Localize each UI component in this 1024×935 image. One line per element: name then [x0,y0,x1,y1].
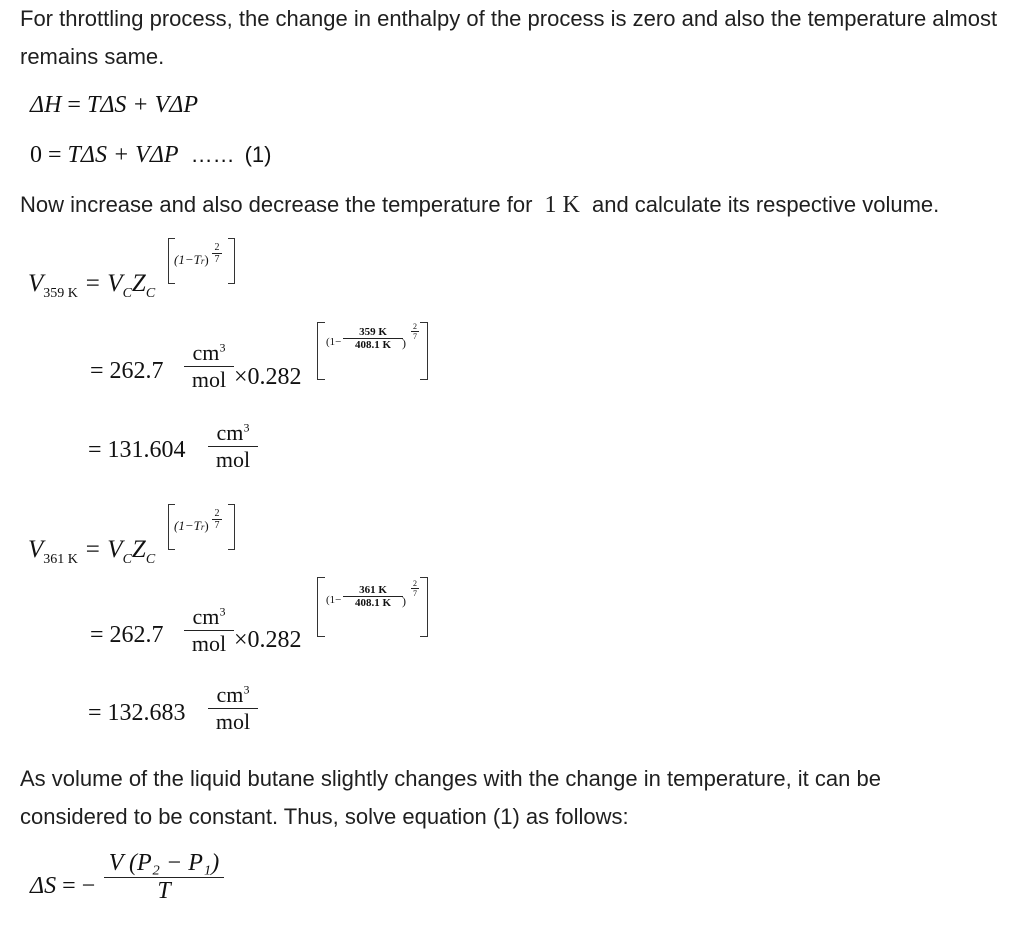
v359-definition [28,270,156,301]
eq3-den: T [157,878,171,904]
v361-definition [28,536,156,567]
v361-exp2-num: 361 K [359,584,387,596]
v361-exp2-close: ) [402,594,406,608]
v361-exponent [174,518,209,534]
temperature-paragraph [20,186,1020,224]
v361-unit-num: $cm^3$ [192,604,226,629]
v359-exp2-lbracket [317,322,325,380]
v361-line1-prefix: = 262.7 [90,622,164,648]
v361-z-sub: C [145,552,156,567]
v361-exp2-pden: 7 [413,589,417,598]
entropy-fraction [104,850,224,905]
v361-exp2-one: (1− [326,594,342,606]
v361-exp-sub: r [200,522,205,532]
v361-exp2-den: 408.1 K [354,597,392,609]
v361-exp-den: 7 [214,520,220,531]
v359-rhs: = V [84,270,123,297]
v359-unit-den: mol [191,367,227,392]
constant-volume-paragraph: As volume of the liquid butane slightly changes with the change in temperature, it can be considered to be constant. Thus, solve equation (1) as follows: [20,766,881,829]
eq1-rhs: TΔS + VΔP [86,92,199,118]
v359-exponent [174,252,209,268]
v361-exp2-frac [343,584,403,609]
v359-line1-prefix: = 262.7 [90,358,164,384]
v359-exp2-num: 359 K [359,326,387,338]
v359-unit [184,340,234,393]
v359-exp2-frac [343,326,403,351]
eq2-rhs: TΔS + VΔP [67,142,179,168]
v361-exp2-lbracket [317,577,325,637]
v359-exp2-power [411,322,419,341]
v361-exp-num: 2 [214,508,220,519]
v359-exp2-one: (1− [326,336,342,348]
eq3-lhs: ΔS [30,873,57,899]
v359-symbol: V [28,270,44,297]
p2-text-b: and calculate its respective volume. [585,192,940,217]
v359-exp2-pnum: 2 [413,322,417,331]
v361-exp: (1−T [174,518,201,533]
v361-unit-den: mol [191,631,227,656]
v361-symbol: V [28,536,44,563]
v361-vc-sub: C [122,552,132,567]
p2-unit: 1 K [544,192,580,218]
v359-exp2-pden: 7 [413,332,417,341]
eq2-tag: (1) [244,142,272,167]
v361-exp-frac [212,508,222,531]
v359-exp2-rbracket [420,322,428,380]
v359-times: ×0.282 [234,364,302,390]
v361-exp2-power [411,579,419,598]
v359-exp-rbracket [228,238,235,284]
v359-z-sub: C [145,286,156,301]
eq3-equals: = − [62,873,96,899]
v361-exp-rbracket [228,504,235,550]
v359-unit-num: $cm^3$ [192,340,226,365]
v361-unit [184,604,234,657]
v361-exp-tail: ) [204,518,209,533]
v359-result: = 131.604 [88,437,186,463]
v359-result-unit: $cm^3$ mol [208,420,258,473]
v359-exp-sub: r [200,256,205,266]
v361-z: Z [131,536,146,563]
v359-exp2-den: 408.1 K [354,339,392,351]
v359-exp-tail: ) [204,252,209,267]
v359-sub: 359 K [43,286,78,301]
v361-exp2-pnum: 2 [413,579,417,588]
v361-sub: 361 K [43,552,78,567]
eq1-equals: = [67,92,81,118]
v359-exp2-close: ) [402,336,406,350]
v361-result-unit: $cm^3$ mol [208,682,258,735]
v359-exp-den: 7 [214,254,220,265]
equation-1 [30,142,271,169]
v361-rhs: = V [84,536,123,563]
eq3-num: V (P₂ − P₁) [108,850,220,876]
equation-enthalpy [30,92,198,119]
v359-z: Z [131,270,146,297]
p2-text-a: Now increase and also decrease the temperature for [20,192,539,217]
eq2-lhs: 0 [30,142,42,168]
eq2-dots: …… [190,142,235,167]
v359-exp: (1−T [174,252,201,267]
v361-result: = 132.683 [88,700,186,726]
v359-vc-sub: C [122,286,132,301]
eq2-equals: = [48,142,62,168]
v361-times: ×0.282 [234,627,302,653]
v359-exp-num: 2 [214,242,220,253]
intro-paragraph: For throttling process, the change in enthalpy of the process is zero and also the temperature almost remains same. [20,6,998,69]
v359-exp-frac [212,242,222,265]
v361-exp2-rbracket [420,577,428,637]
eq1-lhs: ΔH [30,92,62,118]
entropy-lhs [30,873,95,900]
